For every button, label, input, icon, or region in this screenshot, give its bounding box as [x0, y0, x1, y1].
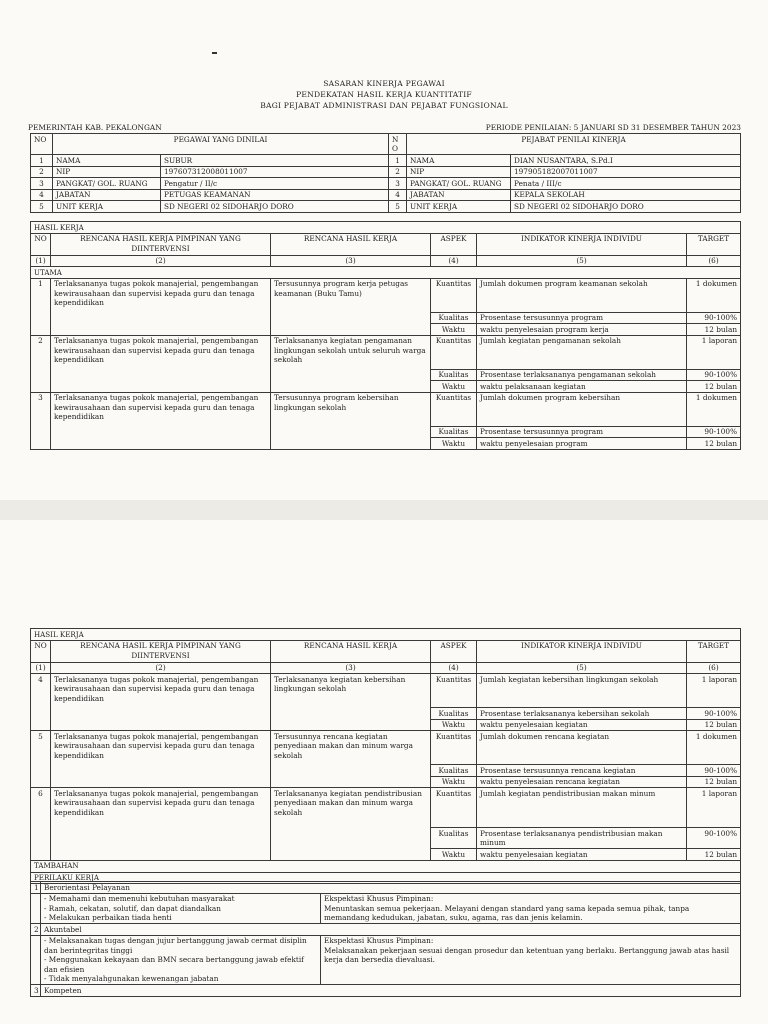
colnum: (3): [271, 662, 431, 674]
indikator-text: Jumlah kegiatan pendistribusian makan minum: [477, 788, 687, 828]
identity-table: [30, 133, 741, 213]
aspek-kualitas: Kualitas: [431, 828, 477, 849]
identity-field-label: UNIT KERJA: [407, 201, 511, 213]
colnum: (5): [477, 662, 687, 674]
indikator-text: Prosentase tersusunnya program: [477, 312, 687, 324]
rhk-pimpinan-text: Terlaksananya tugas pokok manajerial, pengembangan kewirausahaan dan supervisi kepada guru dan tenaga kependidikan: [51, 788, 271, 861]
perilaku-name: Berorientasi Pelayanan: [41, 882, 741, 894]
indikator-text: Prosentase tersusunnya program: [477, 426, 687, 438]
perilaku-name: Akuntabel: [41, 924, 741, 936]
rhk-text: Tersusunnya program kerja petugas keamanan (Buku Tamu): [271, 278, 431, 335]
penilai-value: SD NEGERI 02 SIDOHARJO DORO: [511, 201, 741, 213]
target-value: 12 bulan: [687, 849, 741, 861]
perilaku-name: Kompeten: [41, 985, 741, 997]
perilaku-kerja-label: PERILAKU KERJA: [31, 872, 741, 884]
hasil-kerja-row: [31, 674, 741, 708]
indikator-text: Jumlah dokumen program kebersihan: [477, 392, 687, 426]
aspek-kualitas: Kualitas: [431, 708, 477, 720]
title-line-3: BAGI PEJABAT ADMINISTRASI DAN PEJABAT FUNGSIONAL: [260, 101, 508, 110]
aspek-waktu: Waktu: [431, 324, 477, 336]
pejabat-penilai-header: PEJABAT PENILAI KINERJA: [407, 134, 741, 155]
perilaku-bullets: - Melaksanakan tugas dengan jujur bertanggung jawab cermat disiplin dan berintegritas tinggi - Menggunakan kekayaan dan BMN secara bertanggung jawab efektif dan efisien - Tidak menyalahgunakan kewenangan jabatan: [41, 935, 321, 985]
pegawai-value: SD NEGERI 02 SIDOHARJO DORO: [161, 201, 389, 213]
target-value: 90-100%: [687, 708, 741, 720]
colnum: (4): [431, 662, 477, 674]
target-value: 90-100%: [687, 426, 741, 438]
identity-header-row: [31, 134, 741, 155]
identity-no-header: NO: [389, 134, 407, 155]
colnum: (6): [687, 662, 741, 674]
col-no-header: NO: [31, 640, 51, 662]
pegawai-value: SUBUR: [161, 155, 389, 167]
identity-field-label: JABATAN: [53, 189, 161, 201]
aspek-kuantitas: Kuantitas: [431, 788, 477, 828]
pegawai-value: 197607312008011007: [161, 166, 389, 178]
hasil-kerja-label: HASIL KERJA: [31, 629, 741, 641]
indikator-text: waktu penyelesaian program kerja: [477, 324, 687, 336]
penilai-value: KEPALA SEKOLAH: [511, 189, 741, 201]
target-value: 90-100%: [687, 765, 741, 777]
identity-no: 1: [389, 155, 407, 167]
identity-field-label: PANGKAT/ GOL. RUANG: [407, 178, 511, 190]
perilaku-spacer: [31, 935, 41, 985]
target-value: 12 bulan: [687, 719, 741, 731]
target-value: 1 laporan: [687, 788, 741, 828]
document-page-2: [0, 520, 768, 1024]
rhk-text: Terlaksananya kegiatan pendistribusian penyediaan makan dan minum warga sekolah: [271, 788, 431, 861]
aspek-kualitas: Kualitas: [431, 426, 477, 438]
identity-no: 3: [31, 178, 53, 190]
perilaku-kerja-body: [31, 882, 741, 997]
identity-body: [31, 155, 741, 213]
indikator-text: Prosentase tersusunnya rencana kegiatan: [477, 765, 687, 777]
hasil-kerja-section-row: [31, 629, 741, 641]
colnum: (1): [31, 255, 51, 267]
penilai-value: DIAN NUSANTARA, S.Pd.I: [511, 155, 741, 167]
aspek-kuantitas: Kuantitas: [431, 335, 477, 369]
hasil-kerja-row: [31, 278, 741, 312]
target-value: 90-100%: [687, 369, 741, 381]
tambahan-label: TAMBAHAN: [31, 860, 741, 872]
colnum: (6): [687, 255, 741, 267]
tambahan-section-row: [31, 860, 741, 872]
identity-row: [31, 189, 741, 201]
aspek-kualitas: Kualitas: [431, 765, 477, 777]
aspek-kualitas: Kualitas: [431, 312, 477, 324]
hasil-kerja-items-page-2: [31, 674, 741, 861]
indikator-text: Jumlah dokumen rencana kegiatan: [477, 731, 687, 765]
colnum: (2): [51, 662, 271, 674]
rhk-text: Terlaksananya kegiatan kebersihan lingkungan sekolah: [271, 674, 431, 731]
col-rhk-pimpinan-header: RENCANA HASIL KERJA PIMPINAN YANG DIINTERVENSI: [51, 233, 271, 255]
col-indikator-header: INDIKATOR KINERJA INDIVIDU: [477, 640, 687, 662]
identity-field-label: NAMA: [53, 155, 161, 167]
hasil-kerja-row: [31, 335, 741, 369]
target-value: 90-100%: [687, 828, 741, 849]
identity-no: 4: [389, 189, 407, 201]
pegawai-value: Pengatur / II/c: [161, 178, 389, 190]
rhk-pimpinan-text: Terlaksananya tugas pokok manajerial, pengembangan kewirausahaan dan supervisi kepada guru dan tenaga kependidikan: [51, 335, 271, 392]
pegawai-value: PETUGAS KEAMANAN: [161, 189, 389, 201]
rhk-text: Tersusunnya program kebersihan lingkungan sekolah: [271, 392, 431, 449]
identity-no: 4: [31, 189, 53, 201]
target-value: 1 dokumen: [687, 731, 741, 765]
indikator-text: Jumlah kegiatan pengamanan sekolah: [477, 335, 687, 369]
colnum: (1): [31, 662, 51, 674]
ekspektasi-cell: [321, 935, 741, 985]
col-target-header: TARGET: [687, 233, 741, 255]
identity-row: [31, 178, 741, 190]
identity-field-label: JABATAN: [407, 189, 511, 201]
identity-field-label: UNIT KERJA: [53, 201, 161, 213]
aspek-waktu: Waktu: [431, 776, 477, 788]
target-value: 12 bulan: [687, 381, 741, 393]
perilaku-detail-row: [31, 935, 741, 985]
perilaku-spacer: [31, 893, 41, 924]
item-no: 1: [31, 278, 51, 335]
page-gap: [0, 500, 768, 520]
col-rhk-pimpinan-header: RENCANA HASIL KERJA PIMPINAN YANG DIINTERVENSI: [51, 640, 271, 662]
ekspektasi-label: Ekspektasi Khusus Pimpinan:: [324, 936, 434, 945]
item-no: 6: [31, 788, 51, 861]
target-value: 12 bulan: [687, 324, 741, 336]
indikator-text: waktu penyelesaian rencana kegiatan: [477, 776, 687, 788]
col-target-header: TARGET: [687, 640, 741, 662]
hasil-kerja-table-1: [30, 221, 741, 450]
item-no: 3: [31, 392, 51, 449]
aspek-waktu: Waktu: [431, 438, 477, 450]
ekspektasi-cell: [321, 893, 741, 924]
identity-no: 2: [31, 166, 53, 178]
hasil-kerja-row: [31, 392, 741, 426]
target-value: 1 dokumen: [687, 392, 741, 426]
identity-row: [31, 201, 741, 213]
instansi-label: PEMERINTAH KAB. PEKALONGAN: [28, 123, 162, 132]
target-value: 1 laporan: [687, 674, 741, 708]
rhk-text: Tersusunnya rencana kegiatan penyediaan makan dan minum warga sekolah: [271, 731, 431, 788]
penilai-value: 197905182007011007: [511, 166, 741, 178]
indikator-text: Prosentase terlaksananya pengamanan sekolah: [477, 369, 687, 381]
colnum: (4): [431, 255, 477, 267]
hasil-kerja-header-row: [31, 233, 741, 255]
col-indikator-header: INDIKATOR KINERJA INDIVIDU: [477, 233, 687, 255]
document-title: [0, 78, 768, 111]
hasil-kerja-table-2: [30, 628, 741, 884]
rhk-pimpinan-text: Terlaksananya tugas pokok manajerial, pengembangan kewirausahaan dan supervisi kepada guru dan tenaga kependidikan: [51, 392, 271, 449]
identity-no-header: NO: [31, 134, 53, 155]
col-rhk-header: RENCANA HASIL KERJA: [271, 640, 431, 662]
identity-field-label: NAMA: [407, 155, 511, 167]
colnum: (3): [271, 255, 431, 267]
perilaku-bullets: - Memahami dan memenuhi kebutuhan masyarakat - Ramah, cekatan, solutif, dan dapat diandalkan - Melakukan perbaikan tiada henti: [41, 893, 321, 924]
indikator-text: waktu penyelesaian kegiatan: [477, 849, 687, 861]
rhk-pimpinan-text: Terlaksananya tugas pokok manajerial, pengembangan kewirausahaan dan supervisi kepada guru dan tenaga kependidikan: [51, 674, 271, 731]
colnum: (5): [477, 255, 687, 267]
indikator-text: Jumlah kegiatan kebersihan lingkungan sekolah: [477, 674, 687, 708]
identity-row: [31, 166, 741, 178]
utama-label: UTAMA: [31, 267, 741, 279]
indikator-text: waktu pelaksanaan kegiatan: [477, 381, 687, 393]
identity-no: 5: [31, 201, 53, 213]
penilai-value: Penata / III/c: [511, 178, 741, 190]
hasil-kerja-header-row: [31, 640, 741, 662]
col-rhk-header: RENCANA HASIL KERJA: [271, 233, 431, 255]
perilaku-title-row: [31, 882, 741, 894]
rhk-text: Terlaksananya kegiatan pengamanan lingkungan sekolah untuk seluruh warga sekolah: [271, 335, 431, 392]
column-number-row: [31, 662, 741, 674]
target-value: 1 dokumen: [687, 278, 741, 312]
identity-field-label: NIP: [407, 166, 511, 178]
ekspektasi-text: Melaksanakan pekerjaan sesuai dengan prosedur dan ketentuan yang berlaku. Bertanggung jawab atas hasil kerja dan bersedia dievaluasi.: [324, 945, 730, 964]
aspek-kuantitas: Kuantitas: [431, 392, 477, 426]
perilaku-title-row: [31, 985, 741, 997]
col-no-header: NO: [31, 233, 51, 255]
perilaku-no: 3: [31, 985, 41, 997]
col-aspek-header: ASPEK: [431, 640, 477, 662]
identity-no: 5: [389, 201, 407, 213]
col-aspek-header: ASPEK: [431, 233, 477, 255]
indikator-text: Prosentase terlaksananya pendistribusian makan minum: [477, 828, 687, 849]
rhk-pimpinan-text: Terlaksananya tugas pokok manajerial, pengembangan kewirausahaan dan supervisi kepada guru dan tenaga kependidikan: [51, 278, 271, 335]
target-value: 90-100%: [687, 312, 741, 324]
indikator-text: waktu penyelesaian kegiatan: [477, 719, 687, 731]
aspek-kuantitas: Kuantitas: [431, 674, 477, 708]
utama-section-row: [31, 267, 741, 279]
ekspektasi-text: Menuntaskan semua pekerjaan. Melayani dengan standard yang sama kepada semua pihak, tanpa memandang kedudukan, jabatan, suku, agama, ras dan jenis kelamin.: [324, 903, 690, 922]
hasil-kerja-section-row: [31, 222, 741, 234]
identity-no: 3: [389, 178, 407, 190]
column-number-row: [31, 255, 741, 267]
target-value: 1 laporan: [687, 335, 741, 369]
rhk-pimpinan-text: Terlaksananya tugas pokok manajerial, pengembangan kewirausahaan dan supervisi kepada guru dan tenaga kependidikan: [51, 731, 271, 788]
perilaku-no: 1: [31, 882, 41, 894]
aspek-waktu: Waktu: [431, 381, 477, 393]
document-page-1: [0, 0, 768, 500]
item-no: 5: [31, 731, 51, 788]
identity-no: 2: [389, 166, 407, 178]
hasil-kerja-row: [31, 788, 741, 828]
target-value: 12 bulan: [687, 776, 741, 788]
aspek-kualitas: Kualitas: [431, 369, 477, 381]
identity-no: 1: [31, 155, 53, 167]
hasil-kerja-row: [31, 731, 741, 765]
identity-field-label: PANGKAT/ GOL. RUANG: [53, 178, 161, 190]
aspek-waktu: Waktu: [431, 849, 477, 861]
title-line-1: SASARAN KINERJA PEGAWAI: [323, 79, 445, 88]
identity-row: [31, 155, 741, 167]
indikator-text: Prosentase terlaksananya kebersihan sekolah: [477, 708, 687, 720]
hasil-kerja-items-page-1: [31, 278, 741, 449]
aspek-kuantitas: Kuantitas: [431, 278, 477, 312]
indikator-text: waktu penyelesaian program: [477, 438, 687, 450]
hasil-kerja-label: HASIL KERJA: [31, 222, 741, 234]
item-no: 2: [31, 335, 51, 392]
colnum: (2): [51, 255, 271, 267]
ekspektasi-label: Ekspektasi Khusus Pimpinan:: [324, 894, 434, 903]
perilaku-detail-row: [31, 893, 741, 924]
title-line-2: PENDEKATAN HASIL KERJA KUANTITATIF: [296, 90, 472, 99]
periode-label: PERIODE PENILAIAN: 5 JANUARI SD 31 DESEMBER TAHUN 2023: [485, 123, 741, 132]
aspek-kuantitas: Kuantitas: [431, 731, 477, 765]
aspek-waktu: Waktu: [431, 719, 477, 731]
perilaku-title-row: [31, 924, 741, 936]
indikator-text: Jumlah dokumen program keamanan sekolah: [477, 278, 687, 312]
item-no: 4: [31, 674, 51, 731]
target-value: 12 bulan: [687, 438, 741, 450]
pegawai-dinilai-header: PEGAWAI YANG DINILAI: [53, 134, 389, 155]
scan-mark: [212, 52, 217, 54]
perilaku-no: 2: [31, 924, 41, 936]
perilaku-kerja-table: [30, 881, 741, 997]
identity-field-label: NIP: [53, 166, 161, 178]
